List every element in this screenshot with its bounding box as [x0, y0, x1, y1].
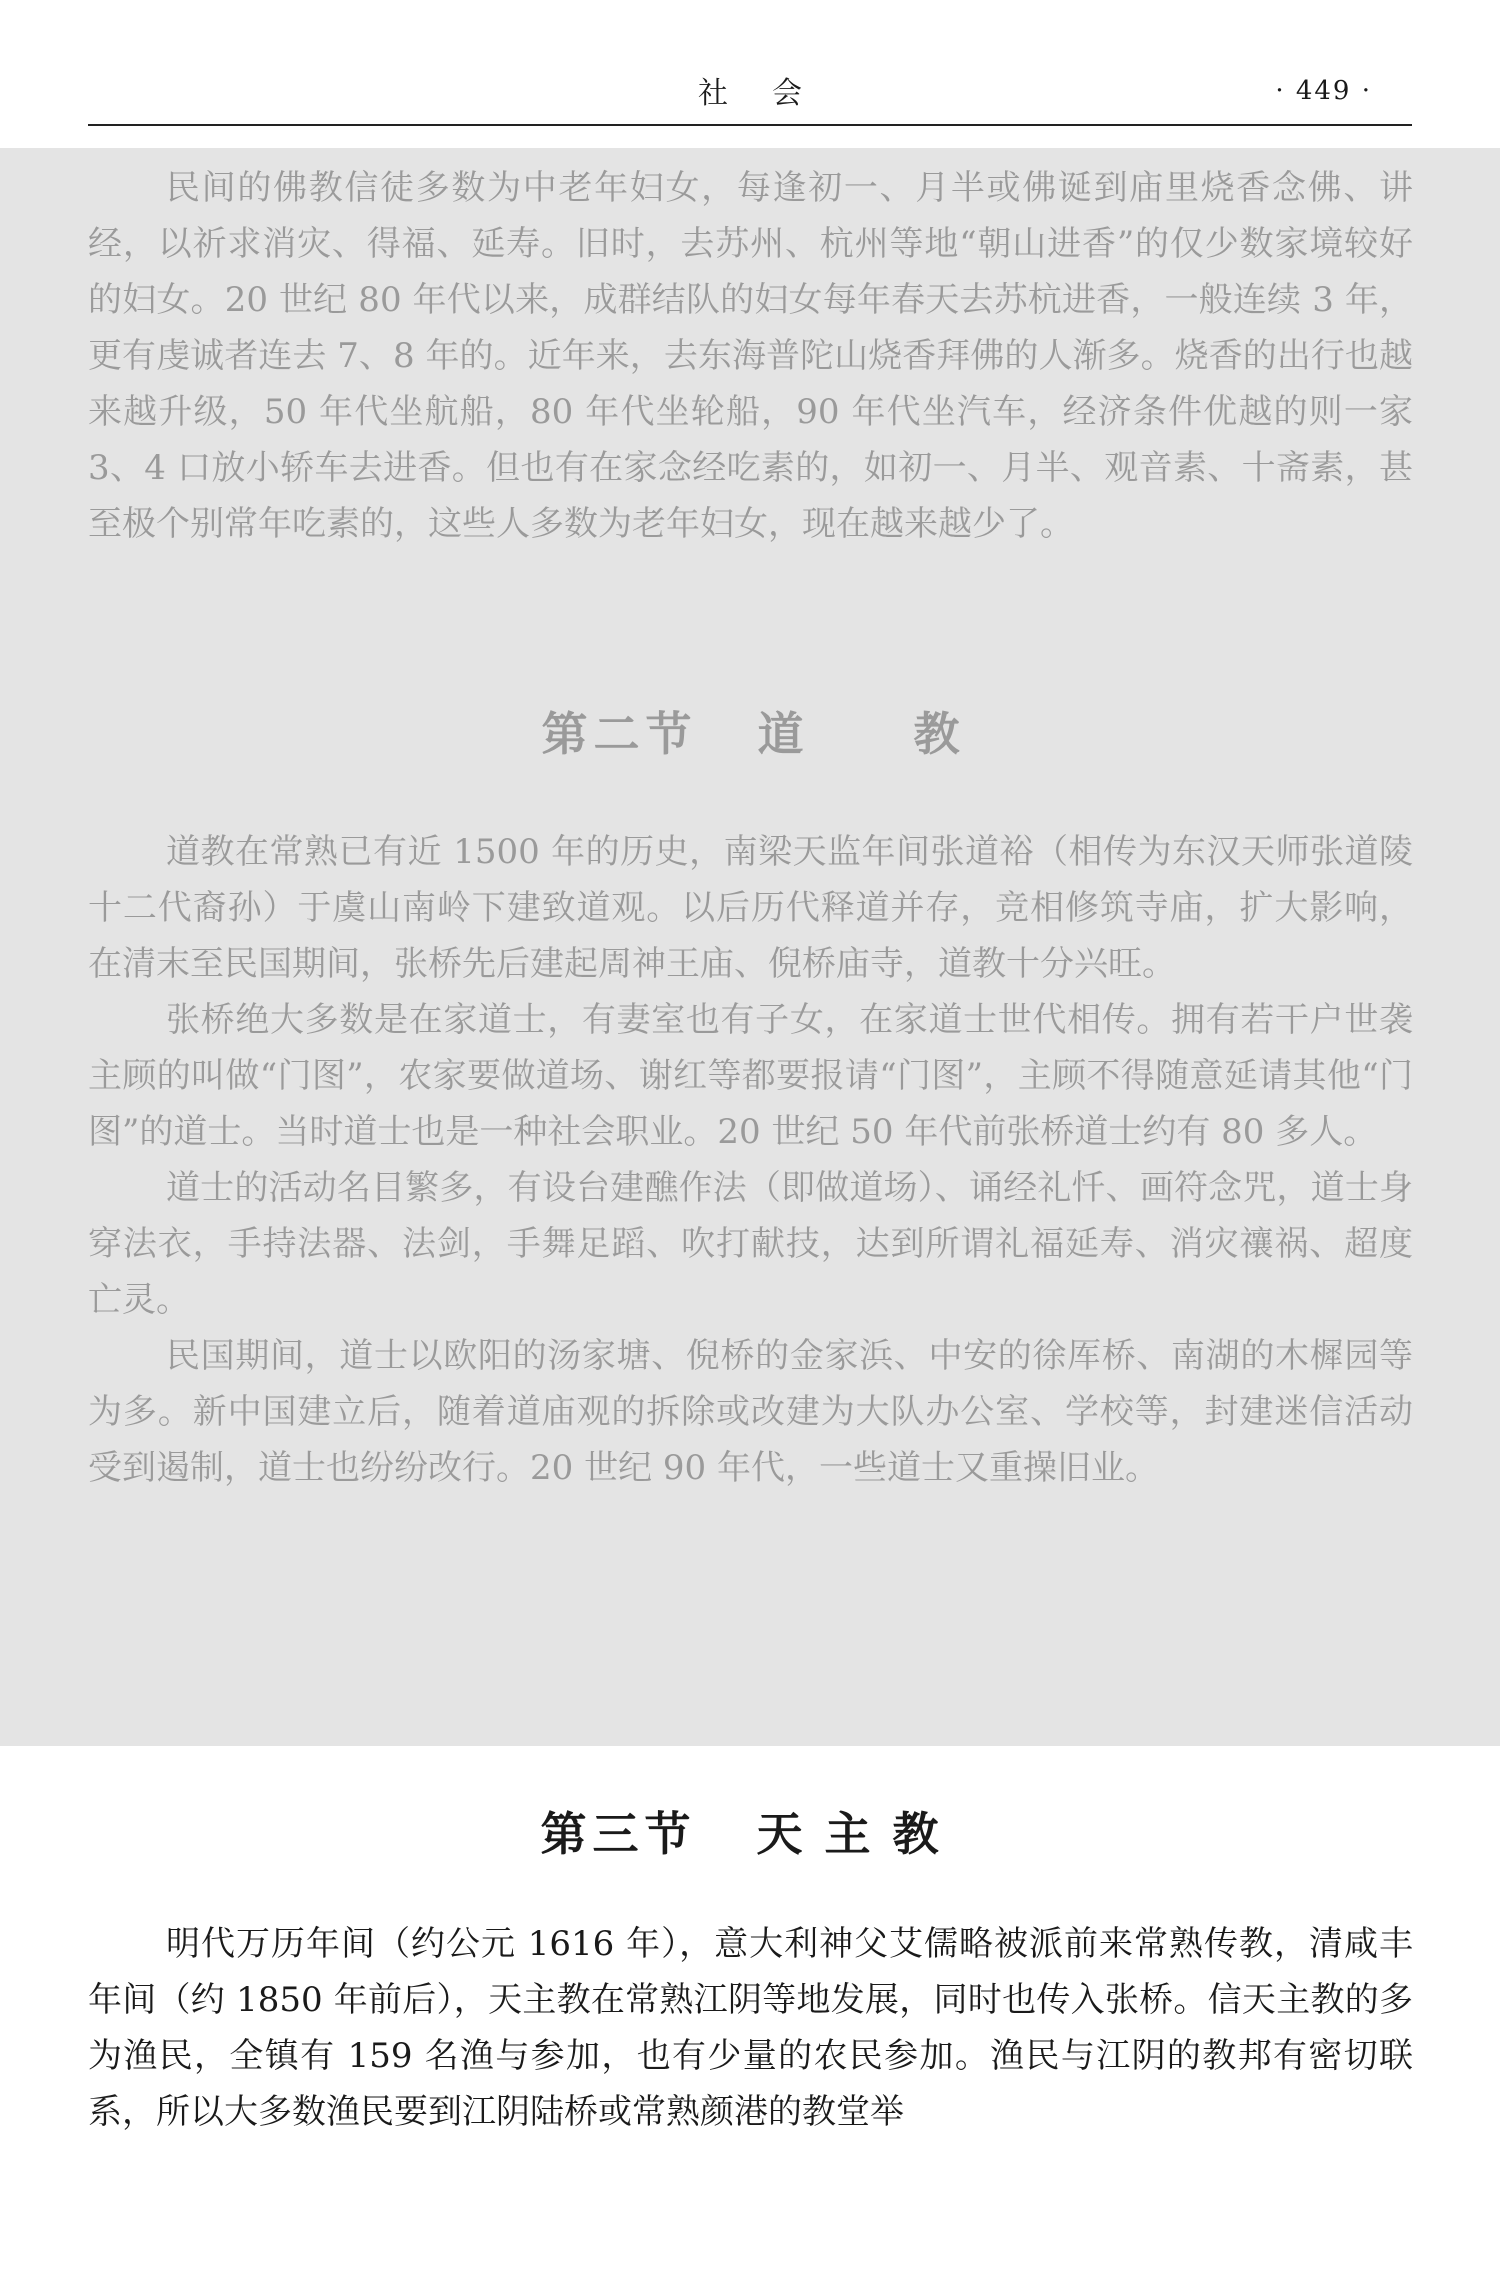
- section-name: 道教: [757, 707, 1070, 761]
- buddhism-section-tail: [88, 160, 1413, 552]
- section-heading: [88, 698, 1413, 764]
- section-two-body: [88, 824, 1413, 1496]
- paragraph: 道教在常熟已有近 1500 年的历史，南梁天监年间张道裕（相传为东汉天师张道陵十二代裔孙）于虞山南岭下建致道观。以后历代释道并存，竞相修筑寺庙，扩大影响，在清末至民国期间，张桥先后建起周神王庙、倪桥庙寺，道教十分兴旺。: [88, 832, 1413, 984]
- paragraph: 道士的活动名目繁多，有设台建醮作法（即做道场）、诵经礼忏、画符念咒，道士身穿法衣，手持法器、法剑，手舞足蹈、吹打献技，达到所谓礼福延寿、消灾禳祸、超度亡灵。: [88, 1168, 1413, 1320]
- running-head-title: 社会: [698, 76, 846, 111]
- header-rule: [88, 124, 1412, 126]
- paragraph: 民间的佛教信徒多数为中老年妇女，每逢初一、月半或佛诞到庙里烧香念佛、讲经，以祈求消灾、得福、延寿。旧时，去苏州、杭州等地“朝山进香”的仅少数家境较好的妇女。20 世纪 80 年代以来，成群结队的妇女每年春天去苏杭进香，一般连续 3 年，更有虔诚者连去 7、8 年的。近年来，去东海普陀山烧香拜佛的人渐多。烧香的出行也越来越升级，50 年代坐航船，80 年代坐轮船，90 年代坐汽车，经济条件优越的则一家 3、4 口放小轿车去进香。但也有在家念经吃素的，如初一、月半、观音素、十斋素，甚至极个别常年吃素的，这些人多数为老年妇女，现在越来越少了。: [88, 168, 1413, 544]
- paragraph: 张桥绝大多数是在家道士，有妻室也有子女，在家道士世代相传。拥有若干户世袭主顾的叫做“门图”，农家要做道场、谢红等都要报请“门图”，主顾不得随意延请其他“门图”的道士。当时道士也是一种社会职业。20 世纪 50 年代前张桥道士约有 80 多人。: [88, 1000, 1413, 1152]
- section-three-heading: [88, 1798, 1413, 1864]
- section-name: 天主教: [756, 1807, 961, 1861]
- section-three-body: [88, 1916, 1413, 2140]
- paragraph: 民国期间，道士以欧阳的汤家塘、倪桥的金家浜、中安的徐厍桥、南湖的木樨园等为多。新中国建立后，随着道庙观的拆除或改建为大队办公室、学校等，封建迷信活动受到遏制，道士也纷纷改行。20 世纪 90 年代，一些道士又重操旧业。: [88, 1336, 1413, 1488]
- section-number: 第三节: [540, 1807, 697, 1861]
- section-number: 第二节: [541, 707, 698, 761]
- section-heading: [88, 1798, 1413, 1864]
- section-two-heading: [88, 698, 1413, 764]
- page-header: [88, 60, 1412, 128]
- page-number: · 449 ·: [1275, 76, 1372, 106]
- paragraph: 明代万历年间（约公元 1616 年），意大利神父艾儒略被派前来常熟传教，清咸丰年间（约 1850 年前后），天主教在常熟江阴等地发展，同时也传入张桥。信天主教的多为渔民，全镇有 159 名渔与参加，也有少量的农民参加。渔民与江阴的教邦有密切联系，所以大多数渔民要到江阴陆桥或常熟颜港的教堂举: [88, 1924, 1413, 2132]
